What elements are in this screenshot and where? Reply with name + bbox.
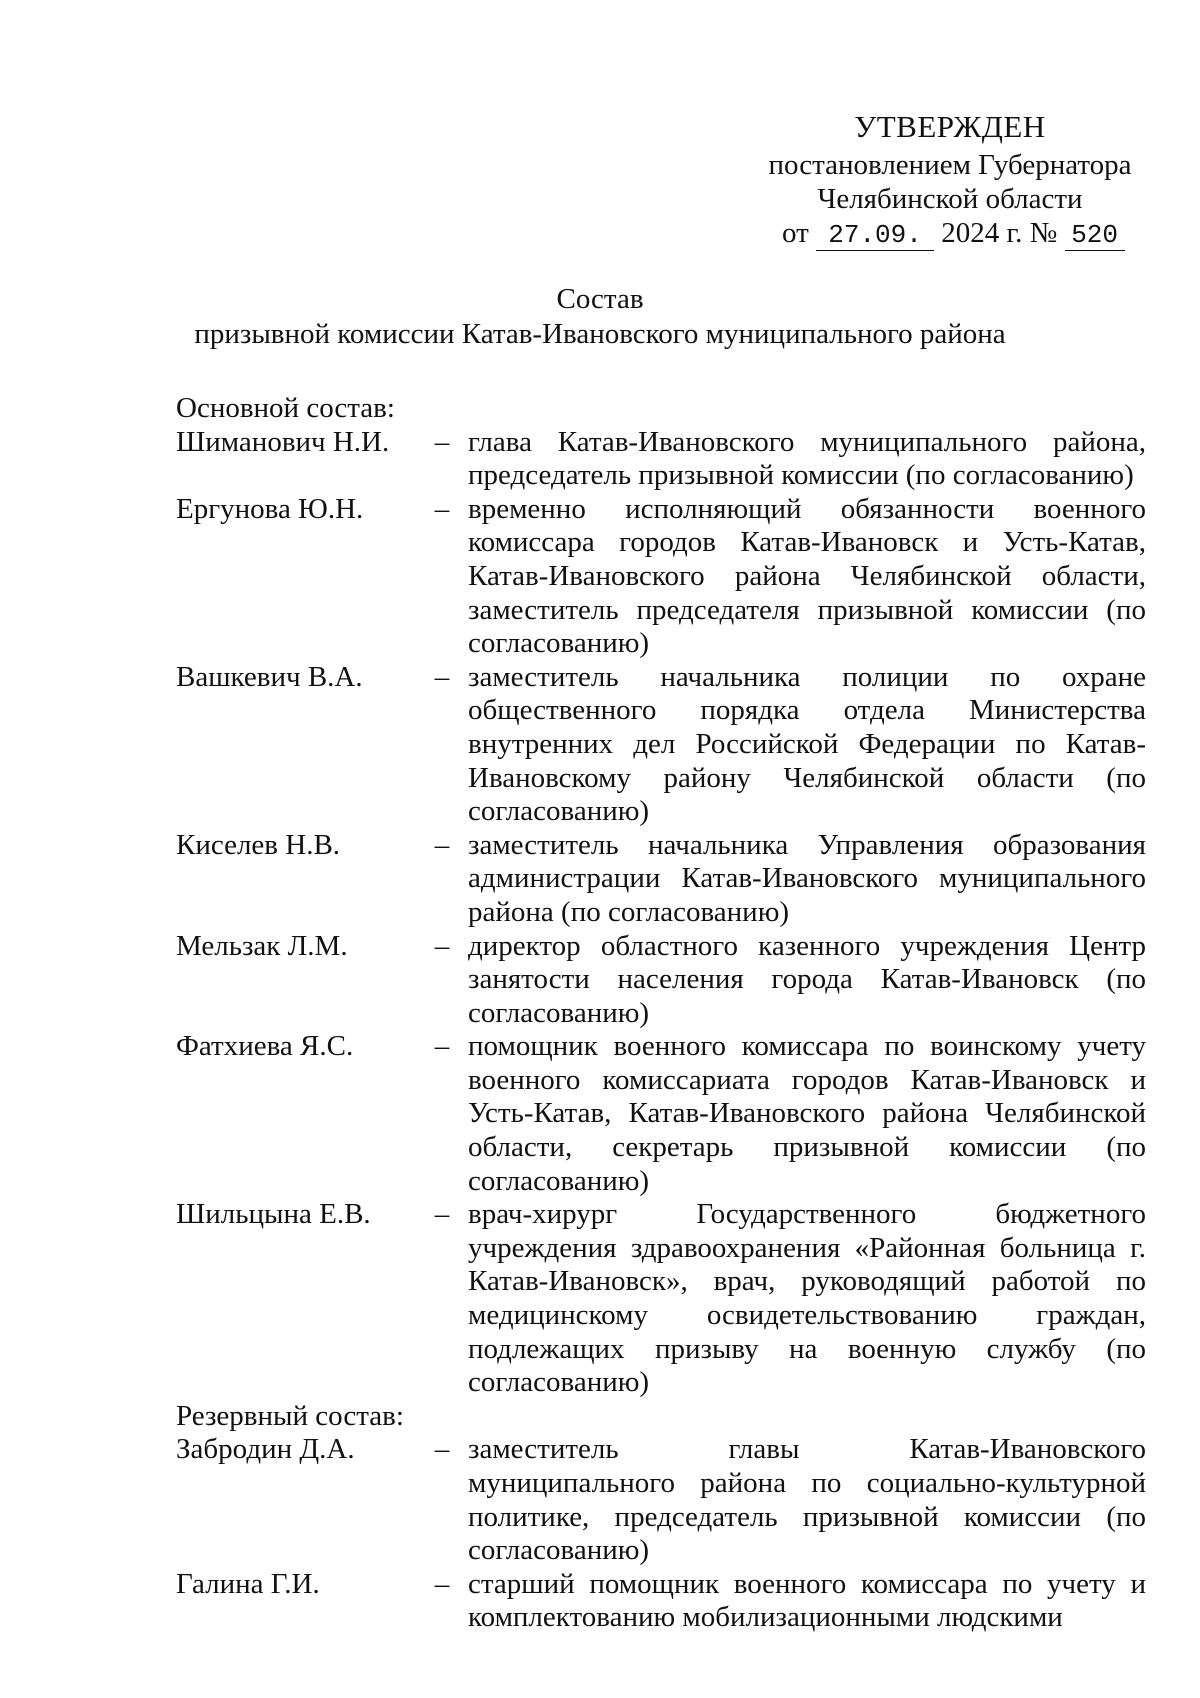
member-row — [176, 1198, 1146, 1400]
main-members-list — [176, 426, 1146, 1400]
member-role: помощник военного комиссара по воинскому учету военного комиссариата городов Катав-Ивановск и Усть-Катав, Катав-Ивановского района Челябинской области, секретарь призывной комиссии (по согласованию) — [468, 1030, 1146, 1197]
approval-line-1: постановлением Губернатора — [768, 149, 1132, 181]
member-row — [176, 426, 1146, 493]
member-dash: – — [434, 660, 450, 693]
main-section-label: Основной состав: — [176, 392, 395, 424]
member-name: Вашкевич В.А. — [176, 660, 363, 693]
title-line-2: призывной комиссии Катав-Ивановского муниципального района — [194, 318, 1006, 350]
member-name: Киселев Н.В. — [176, 828, 341, 861]
member-role: директор областного казенного учреждения Центр занятости населения города Катав-Ивановск (по согласованию) — [468, 929, 1146, 1029]
member-row — [176, 930, 1146, 1031]
date-year: 2024 г. № — [941, 217, 1058, 249]
title-line-1: Состав — [556, 283, 644, 315]
reserve-section-label: Резервный состав: — [176, 1399, 404, 1432]
member-role: заместитель главы Катав-Ивановского муниципального района по социально-культурной политике, председатель призывной комиссии (по согласованию) — [468, 1433, 1146, 1567]
member-dash: – — [434, 929, 450, 962]
member-role: глава Катав-Ивановского муниципального района, председатель призывной комиссии (по согласованию) — [468, 425, 1146, 492]
member-row — [176, 1568, 1146, 1635]
member-name: Шиманович Н.И. — [176, 425, 390, 458]
member-row — [176, 829, 1146, 930]
member-role: временно исполняющий обязанности военного комиссара городов Катав-Ивановск и Усть-Катав, Катав-Ивановского района Челябинской области, заместитель председателя призывной комиссии (по согласованию) — [468, 492, 1146, 660]
member-row — [176, 661, 1146, 829]
member-dash: – — [434, 1198, 450, 1231]
member-name: Галина Г.И. — [176, 1567, 320, 1600]
member-dash: – — [434, 425, 450, 458]
member-name: Мельзак Л.М. — [176, 929, 348, 962]
member-role: врач-хирург Государственного бюджетного учреждения здравоохранения «Районная больница г. Катав-Ивановск», врач, руководящий работой по медицинскому освидетельствованию граждан, подлежащих призыву на военную службу (по согласованию) — [468, 1198, 1146, 1399]
date-prefix: от — [782, 217, 809, 249]
member-dash: – — [434, 1030, 450, 1063]
approval-date-line — [760, 216, 1140, 251]
member-role: заместитель начальника полиции по охране общественного порядка отдела Министерства внутренних дел Российской Федерации по Катав-Ивановскому району Челябинской области (по согласованию) — [468, 660, 1146, 828]
member-role: заместитель начальника Управления образования администрации Катав-Ивановского муниципального района (по согласованию) — [468, 828, 1146, 928]
member-dash: – — [434, 828, 450, 861]
member-name: Ергунова Ю.Н. — [176, 492, 364, 525]
handwritten-date: 27.09. — [816, 220, 934, 251]
document-title — [0, 282, 1200, 352]
member-dash: – — [434, 1567, 450, 1600]
approval-stamp — [760, 110, 1140, 251]
approval-heading: УТВЕРЖДЕН — [854, 109, 1046, 144]
member-name: Фатхиева Я.С. — [176, 1030, 354, 1063]
member-name: Забродин Д.А. — [176, 1433, 355, 1466]
handwritten-number: 520 — [1065, 220, 1125, 251]
member-row — [176, 1433, 1146, 1567]
reserve-members-list — [176, 1433, 1146, 1635]
member-name: Шильцына Е.В. — [176, 1198, 371, 1231]
approval-line-2: Челябинской области — [817, 183, 1083, 215]
member-role: старший помощник военного комиссара по учету и комплектованию мобилизационными людскими — [468, 1567, 1146, 1634]
member-row — [176, 493, 1146, 661]
commission-members — [176, 392, 1146, 1635]
member-dash: – — [434, 1433, 450, 1466]
member-dash: – — [434, 492, 450, 525]
member-row — [176, 1030, 1146, 1198]
